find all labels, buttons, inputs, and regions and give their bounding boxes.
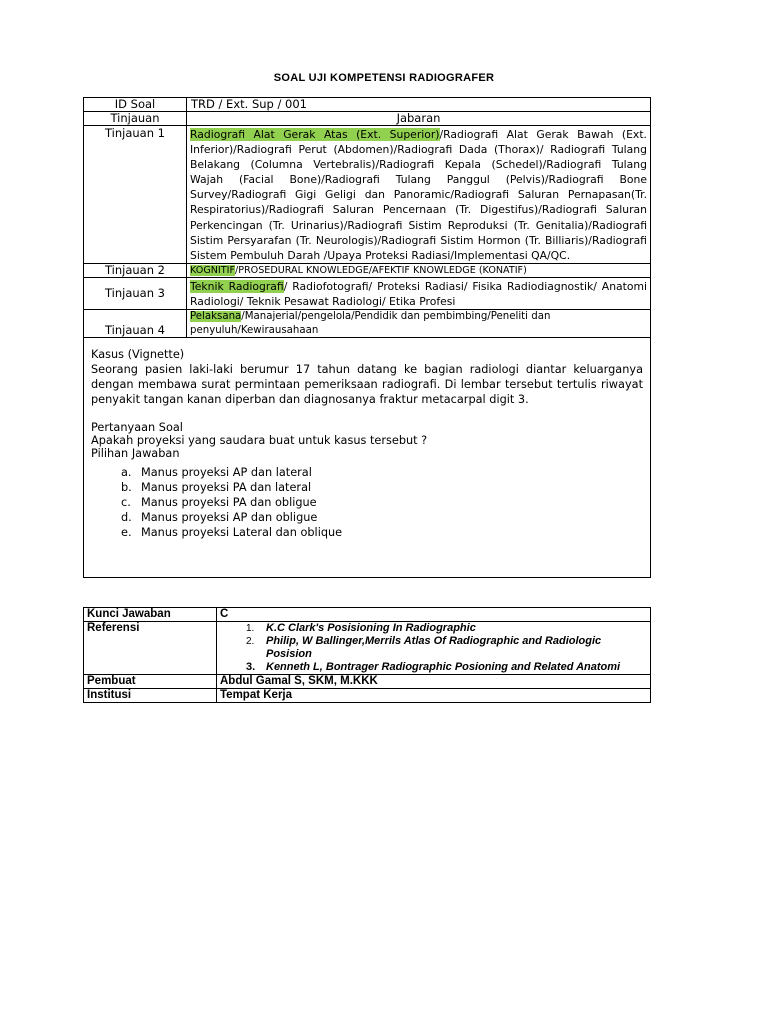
option-letter: c. [121, 496, 131, 510]
referensi-row [84, 622, 651, 675]
tinjauan-1-highlight: Radiografi Alat Gerak Atas (Ext. Superior) [190, 128, 440, 141]
case-cell [84, 338, 651, 578]
id-row [84, 98, 651, 112]
tinjauan-3-highlight: Teknik Radiografi [190, 279, 284, 293]
tinjauan-2-content [187, 263, 651, 277]
referensi-item [246, 622, 647, 635]
option-text: Manus proyeksi AP dan obligue [141, 511, 318, 525]
institusi-label: Institusi [84, 689, 217, 703]
tinjauan-header-row [84, 112, 651, 126]
kasus-text: Seorang pasien laki-laki berumur 17 tahun datang ke bagian radiologi diantar keluarganya dengan membawa surat permintaan pemeriksaan radiografi. Di lembar tersebut tertulis riwayat penyakit tangan kanan diperban dan diagnosanya fraktur metacarpal digit 3. [91, 363, 643, 407]
referensi-content [217, 622, 651, 675]
tinjauan-1-content [187, 126, 651, 264]
option-c [121, 495, 643, 510]
answer-table [83, 607, 651, 703]
tinjauan-3-label: Tinjauan 3 [84, 277, 187, 309]
referensi-text: Philip, W Ballinger,Merrils Atlas Of Radiographic and Radiologic Posision [266, 635, 602, 660]
referensi-num: 2. [246, 636, 255, 647]
option-text: Manus proyeksi PA dan obligue [141, 496, 317, 510]
pertanyaan-text: Apakah proyeksi yang saudara buat untuk kasus tersebut ? [91, 433, 428, 447]
institusi-value: Tempat Kerja [217, 689, 651, 703]
option-text: Manus proyeksi AP dan lateral [141, 465, 312, 479]
option-letter: e. [121, 526, 132, 540]
option-d [121, 510, 643, 525]
tinjauan-4-label: Tinjauan 4 [84, 310, 187, 338]
kunci-value: C [217, 608, 651, 622]
option-text: Manus proyeksi PA dan lateral [141, 480, 312, 494]
kasus-title: Kasus (Vignette) [91, 348, 185, 362]
id-label: ID Soal [84, 98, 187, 112]
tinjauan-2-text: /PROSEDURAL KNOWLEDGE/AFEKTIF KNOWLEDGE (KONATIF) [234, 264, 527, 276]
options-list [91, 465, 643, 541]
tinjauan-4-text: /Manajerial/pengelola/Pendidik dan pembimbing/Peneliti dan penyuluh/Kewirausahaan [190, 311, 551, 336]
document-title: SOAL UJI KOMPETENSI RADIOGRAFER [273, 72, 495, 84]
referensi-text: Kenneth L, Bontrager Radiographic Posioning and Related Anatomi [266, 661, 621, 673]
referensi-item [246, 661, 647, 674]
option-e [121, 525, 643, 540]
kunci-label: Kunci Jawaban [84, 608, 217, 622]
tinjauan-3-row [84, 277, 651, 309]
tinjauan-3-text: / Radiofotografi/ Proteksi Radiasi/ Fisika Radiodiagnostik/ Anatomi Radiologi/ Teknik Pesawat Radiologi/ Etika Profesi [190, 279, 648, 308]
institusi-row [84, 689, 651, 703]
pembuat-label: Pembuat [84, 675, 217, 689]
tinjauan-1-row [84, 126, 651, 264]
option-text: Manus proyeksi Lateral dan oblique [141, 526, 343, 540]
kunci-row [84, 608, 651, 622]
tinjauan-2-label: Tinjauan 2 [84, 263, 187, 277]
option-b [121, 480, 643, 495]
case-row [84, 338, 651, 578]
tinjauan-4-row [84, 310, 651, 338]
referensi-num: 1. [246, 623, 255, 634]
referensi-num: 3. [246, 661, 256, 673]
jabaran-label: Jabaran [187, 112, 651, 126]
tinjauan-label: Tinjauan [84, 112, 187, 126]
pembuat-row [84, 675, 651, 689]
option-a [121, 465, 643, 480]
referensi-list [220, 622, 647, 674]
tinjauan-1-label: Tinjauan 1 [84, 126, 187, 264]
referensi-label: Referensi [84, 622, 217, 675]
tinjauan-3-content [187, 277, 651, 309]
referensi-text: K.C Clark's Posisioning In Radiographic [266, 622, 476, 634]
tinjauan-2-row [84, 263, 651, 277]
tinjauan-4-content [187, 310, 651, 338]
pilihan-title: Pilihan Jawaban [91, 446, 180, 460]
tinjauan-1-text: /Radiografi Alat Gerak Bawah (Ext. Inferior)/Radiografi Perut (Abdomen)/Radiografi Dada (Thorax)/ Radiografi Tulang Belakang (Columna Vertebralis)/Radiografi Kepala (Schedel)/Radiografi Tulang Wajah (Facial Bone)/Radiografi Tulang Panggul (Pelvis)/Radiografi Bone Survey/Radiografi Gigi Geligi dan Panoramic/Radiografi Saluran Pernapasan(Tr. Respiratorius)/Radiografi Saluran Pencernaan (Tr. Digestifus)/Radiografi Saluran Perkencingan (Tr. Urinarius)/Radiografi Sistim Reproduksi (Tr. Genitalia)/Radiografi Sistim Persyarafan (Tr. Neurologis)/Radiografi Sistim Hormon (Tr. Billiaris)/Radiografi Sistem Pembuluh Darah /Upaya Proteksi Radiasi/Implementasi QA/QC. [190, 128, 647, 262]
pertanyaan-title: Pertanyaan Soal [91, 420, 183, 434]
option-letter: d. [121, 511, 132, 525]
id-value: TRD / Ext. Sup / 001 [187, 98, 651, 112]
referensi-item [246, 635, 647, 661]
option-letter: a. [121, 465, 132, 479]
pembuat-value: Abdul Gamal S, SKM, M.KKK [217, 675, 651, 689]
option-letter: b. [121, 480, 132, 494]
soal-table [83, 97, 651, 578]
tinjauan-4-highlight: Pelaksana [190, 311, 242, 323]
tinjauan-2-highlight: KOGNITIF [190, 264, 235, 276]
